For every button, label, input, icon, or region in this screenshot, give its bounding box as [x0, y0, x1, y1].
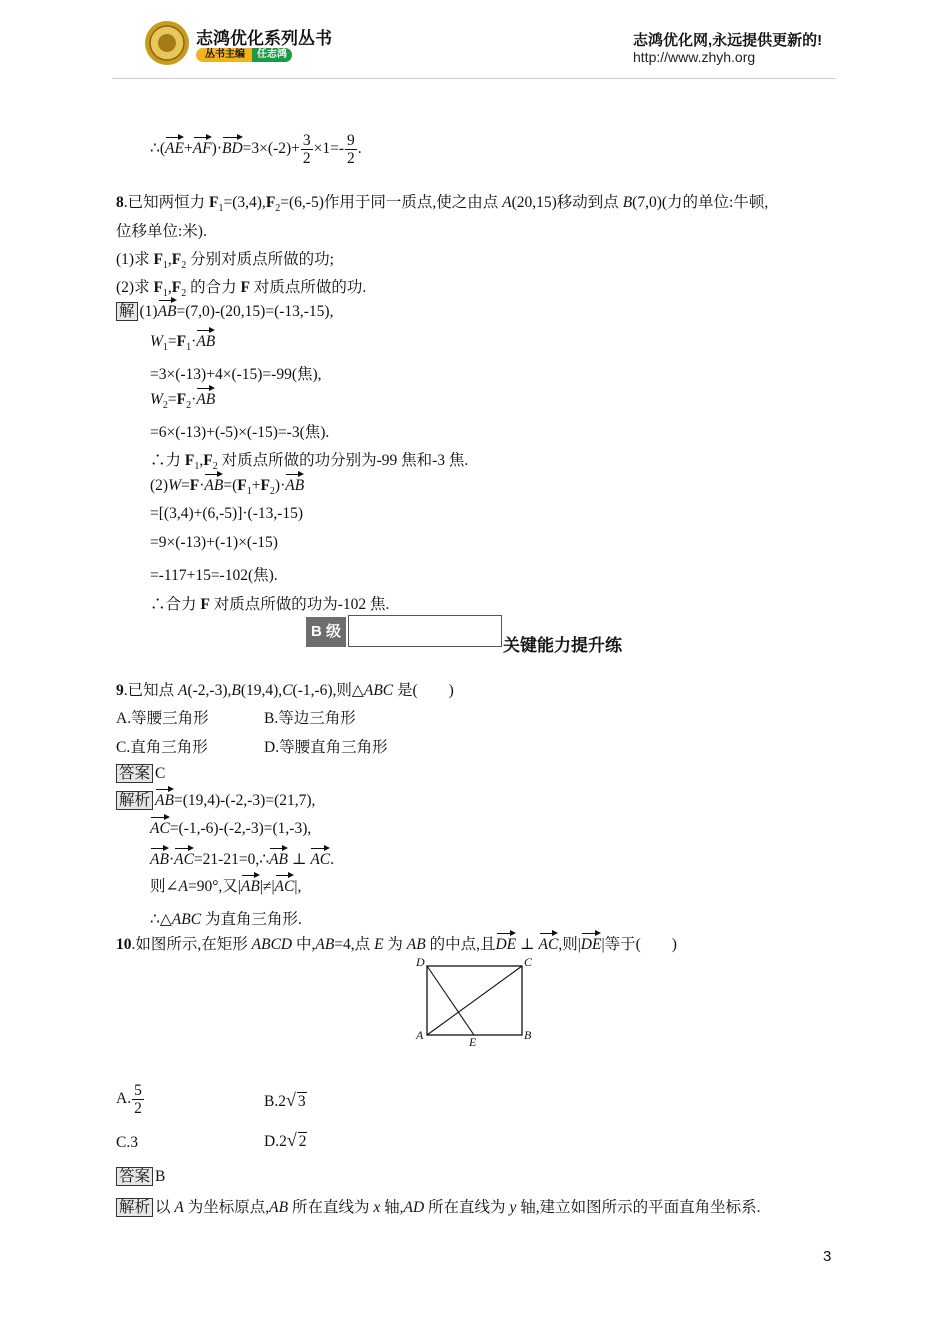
- q8-sol-line10: =-117+15=-102(焦).: [150, 567, 278, 584]
- q10-option-b-text: [264, 1090, 265, 1091]
- section-title: 关键能力提升练: [503, 636, 622, 655]
- q9-option-b: B.等边三角形: [264, 710, 356, 727]
- q8-part2: (2)求 $F_1,F_2$ 的合力 F 对质点所做的功.: [116, 275, 366, 299]
- q9-sol-line1-text: [116, 787, 117, 788]
- q8-sol-line1-text: [116, 298, 117, 299]
- q8-sol-line4-text: [150, 386, 151, 387]
- q10-stem-text: [116, 931, 117, 932]
- q9-option-d: D.等腰直角三角形: [264, 739, 388, 756]
- q10-answer: [116, 1167, 165, 1186]
- q9-sol-line4: 则∠A=90°,又|AB|≠|AC|,: [150, 873, 301, 896]
- q9-answer: [116, 764, 165, 783]
- q10-sol-line1-text: [116, 1195, 117, 1196]
- q9-stem-text: [116, 678, 117, 679]
- q9-option-a: A.等腰三角形: [116, 710, 209, 727]
- figure-label-d: D: [416, 955, 425, 969]
- q8-stem-line1-text: [116, 190, 117, 191]
- q8-sol-line8: =[(3,4)+(6,-5)]·(-13,-15): [150, 505, 304, 522]
- figure-label-b: B: [524, 1028, 532, 1042]
- q10-option-b: B.2√ 3: [264, 1090, 306, 1110]
- answer-tag: 答案: [116, 764, 153, 783]
- solve-tag: 解: [116, 302, 138, 321]
- q8-sol-line5: =6×(-13)+(-5)×(-15)=-3(焦).: [150, 424, 330, 441]
- header-rule: [112, 78, 836, 79]
- q9-sol-line4-text: [150, 873, 151, 874]
- q9-sol-line5: ∴△ABC 为直角三角形.: [150, 907, 302, 929]
- q10-option-d-text: [264, 1130, 265, 1131]
- q9-option-c: C.直角三角形: [116, 739, 208, 756]
- header-url: http://www.zhyh.org: [633, 49, 756, 65]
- q10-option-d: D.2√ 2: [264, 1130, 307, 1150]
- answer-tag-q10: 答案: [116, 1167, 153, 1186]
- figure-label-e: E: [469, 1035, 477, 1049]
- q9-sol-line3: AB·AC=21-21=0,∴AB ⊥ AC.: [150, 846, 334, 869]
- q8-stem-line2: 位移单位:米).: [116, 223, 207, 240]
- figure-label-c: C: [524, 955, 533, 969]
- header-editor-label: 丛书主编: [205, 49, 245, 60]
- q8-sol-line6-text: [150, 448, 151, 449]
- figure-label-a: A: [416, 1028, 424, 1042]
- q8-sol-line2-text: [150, 328, 151, 329]
- line-prev-result: ∴(AE+AF)·BD=3×(-2)+ $\frac{3}{2}$ ×1=- $\frac{9}{2}$ .: [150, 132, 362, 168]
- page-number: 3: [823, 1248, 832, 1265]
- q8-sol-line11: ∴合力 F 对质点所做的功为-102 焦.: [150, 592, 389, 614]
- q10-sol-line1: 解析 以 A 为坐标原点,AB 所在直线为 x 轴,AD 所在直线为 y 轴,建立如图所示的平面直角坐标系.: [116, 1195, 760, 1217]
- analysis-tag: 解析: [116, 791, 153, 810]
- q10-option-a: A. $\frac{5}{2}$: [116, 1082, 142, 1118]
- q10-stem: 10.如图所示,在矩形 ABCD 中,AB=4,点 E 为 AB 的中点,且DE ⊥ AC,则|DE|等于( ): [116, 931, 677, 954]
- analysis-tag-q10: 解析: [116, 1198, 153, 1217]
- header-editor: [196, 48, 292, 62]
- q8-sol-line4: $W_2=F_2\cdot AB$: [150, 386, 215, 411]
- q8-sol-line7: $(2)W=F\cdot AB=(F_1+F_2)\cdot AB$: [150, 472, 304, 497]
- q9-sol-line5-text: [150, 907, 151, 908]
- q8-stem-line1: 8.已知两恒力 $F_1=(3,4),F_2=(6,-5)$作用于同一质点,使之由点 A(20,15)移动到点 B(7,0)(力的单位:牛顿,: [116, 190, 768, 214]
- q8-sol-line7-text: [150, 472, 151, 473]
- section-level-box: [348, 615, 502, 647]
- line-prev-result-text: [150, 132, 151, 133]
- q8-part2-text: [116, 275, 117, 276]
- header-slogan: 志鸿优化网,永远提供更新的!: [633, 32, 823, 49]
- q8-sol-line2: $W_1=F_1\cdot AB$: [150, 328, 215, 353]
- q8-sol-line9: =9×(-13)+(-1)×(-15): [150, 534, 278, 551]
- q9-sol-line2: AC=(-1,-6)-(-2,-3)=(1,-3),: [150, 815, 311, 838]
- q10-figure: [410, 955, 540, 1050]
- q8-sol-line6: ∴力 $F_1,F_2$ 对质点所做的功分别为-99 焦和-3 焦.: [150, 448, 468, 472]
- header-logo: [144, 20, 190, 66]
- section-level-badge: B 级: [306, 617, 346, 647]
- q8-sol-line1: 解 (1)AB=(7,0)-(20,15)=(-13,-15),: [116, 298, 333, 321]
- q9-sol-line1: 解析 AB=(19,4)-(-2,-3)=(21,7),: [116, 787, 315, 810]
- q8-part1-text: [116, 247, 117, 248]
- header-series-title: 志鸿优化系列丛书: [196, 29, 332, 48]
- q9-stem: 9.已知点 A(-2,-3),B(19,4),C(-1,-6),则△ABC 是( ): [116, 678, 454, 700]
- q8-sol-line11-text: [150, 592, 151, 593]
- q10-option-c: C.3: [116, 1134, 138, 1151]
- q9-answer-value: C: [155, 765, 166, 782]
- q8-sol-line3: =3×(-13)+4×(-15)=-99(焦),: [150, 366, 322, 383]
- q8-part1: (1)求 $F_1,F_2$ 分别对质点所做的功;: [116, 247, 334, 271]
- q10-answer-value: B: [155, 1168, 166, 1185]
- header-editor-name: 任志鸿: [252, 48, 292, 62]
